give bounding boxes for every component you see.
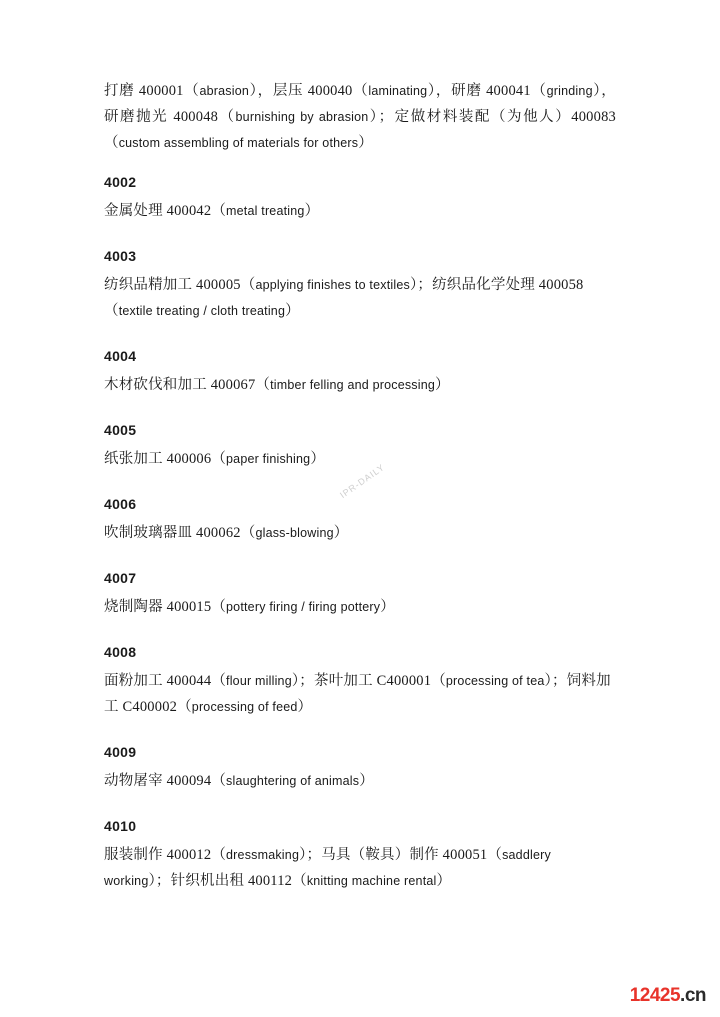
- latin-term: grinding: [546, 84, 593, 98]
- entry-text: [104, 198, 616, 224]
- latin-term: glass-blowing: [255, 526, 334, 540]
- entry-text: [104, 668, 616, 720]
- cjk-term: ）: [285, 303, 300, 319]
- classification-entry: [104, 170, 616, 224]
- entry-text: [104, 446, 616, 472]
- classification-entry: [104, 640, 616, 720]
- cjk-term: ）: [333, 525, 349, 541]
- entry-text: [104, 520, 616, 546]
- entry-list: [104, 170, 616, 894]
- entry-text: [104, 842, 616, 894]
- cjk-term: ），研磨 400041（: [427, 83, 547, 99]
- cjk-term: 纸张加工 400006（: [104, 451, 227, 467]
- cjk-term: 服装制作 400012（: [104, 847, 227, 863]
- cjk-term: ）；纺织品化学处理 400058（: [104, 277, 584, 319]
- cjk-term: ）: [380, 599, 395, 615]
- classification-entry: [104, 566, 616, 620]
- entry-code: 4007: [104, 570, 137, 586]
- latin-term: burnishing by abrasion: [235, 110, 369, 124]
- watermark-text: IPR-DAILY: [338, 461, 387, 501]
- classification-entry: [104, 418, 616, 472]
- cjk-term: ）；茶叶加工 C400001（: [291, 673, 446, 689]
- cjk-term: 纺织品精加工 400005（: [104, 277, 256, 293]
- entry-text: [104, 272, 616, 324]
- cjk-term: ）；定做材料装配（为他人）400083（: [104, 109, 616, 151]
- classification-entry: [104, 344, 616, 398]
- footer-logo-domain: .cn: [680, 985, 706, 1006]
- classification-entry: [104, 244, 616, 324]
- latin-term: applying finishes to textiles: [255, 278, 410, 292]
- latin-term: paper finishing: [226, 452, 311, 466]
- cjk-term: ），层压 400040（: [249, 83, 369, 99]
- latin-term: processing of tea: [445, 674, 545, 688]
- entry-code: 4004: [104, 348, 137, 364]
- latin-term: processing of feed: [191, 700, 298, 714]
- latin-term: saddlery working: [104, 848, 551, 888]
- classification-entry: [104, 492, 616, 546]
- cjk-term: 打磨 400001（: [104, 83, 200, 99]
- cjk-term: ）；饲料加工 C400002（: [104, 673, 611, 715]
- entry-code: 4010: [104, 818, 137, 834]
- intro-paragraph: [104, 78, 616, 156]
- cjk-term: 动物屠宰 400094（: [104, 773, 227, 789]
- cjk-term: ）；针织机出租 400112（: [148, 873, 307, 889]
- entry-text: [104, 372, 616, 398]
- entry-code: 4003: [104, 248, 137, 264]
- latin-term: dressmaking: [226, 848, 300, 862]
- cjk-term: ）: [436, 873, 452, 889]
- latin-term: knitting machine rental: [306, 874, 437, 888]
- cjk-term: ）: [359, 773, 374, 789]
- entry-text: [104, 594, 616, 620]
- latin-term: custom assembling of materials for others: [118, 136, 359, 150]
- cjk-term: 木材砍伐和加工 400067（: [104, 377, 271, 393]
- latin-term: metal treating: [226, 204, 305, 218]
- cjk-term: 面粉加工 400044（: [104, 673, 227, 689]
- cjk-term: ）；马具（鞍具）制作 400051（: [299, 847, 503, 863]
- cjk-term: 吹制玻璃器皿 400062（: [104, 525, 256, 541]
- entry-code: 4006: [104, 496, 137, 512]
- cjk-term: ）: [358, 135, 373, 151]
- cjk-term: ）: [297, 699, 313, 715]
- entry-code: 4002: [104, 174, 137, 190]
- latin-term: timber felling and processing: [270, 378, 436, 392]
- latin-term: laminating: [368, 84, 428, 98]
- cjk-term: ）: [310, 451, 326, 467]
- entry-text: [104, 768, 616, 794]
- latin-term: abrasion: [199, 84, 250, 98]
- footer-logo-number: 12425: [629, 985, 681, 1006]
- cjk-term: ）: [304, 203, 320, 219]
- classification-entry: [104, 740, 616, 794]
- cjk-term: 金属处理 400042（: [104, 203, 227, 219]
- entry-code: 4008: [104, 644, 137, 660]
- footer-logo: [630, 985, 706, 1007]
- cjk-term: 烧制陶器 400015（: [104, 599, 227, 615]
- latin-term: pottery firing / firing pottery: [226, 600, 381, 614]
- entry-code: 4009: [104, 744, 137, 760]
- classification-entry: [104, 814, 616, 894]
- latin-term: flour milling: [226, 674, 292, 688]
- cjk-term: ），研磨抛光 400048（: [104, 83, 617, 125]
- cjk-term: ）: [435, 377, 450, 393]
- latin-term: textile treating / cloth treating: [118, 304, 286, 318]
- entry-code: 4005: [104, 422, 137, 438]
- latin-term: slaughtering of animals: [226, 774, 360, 788]
